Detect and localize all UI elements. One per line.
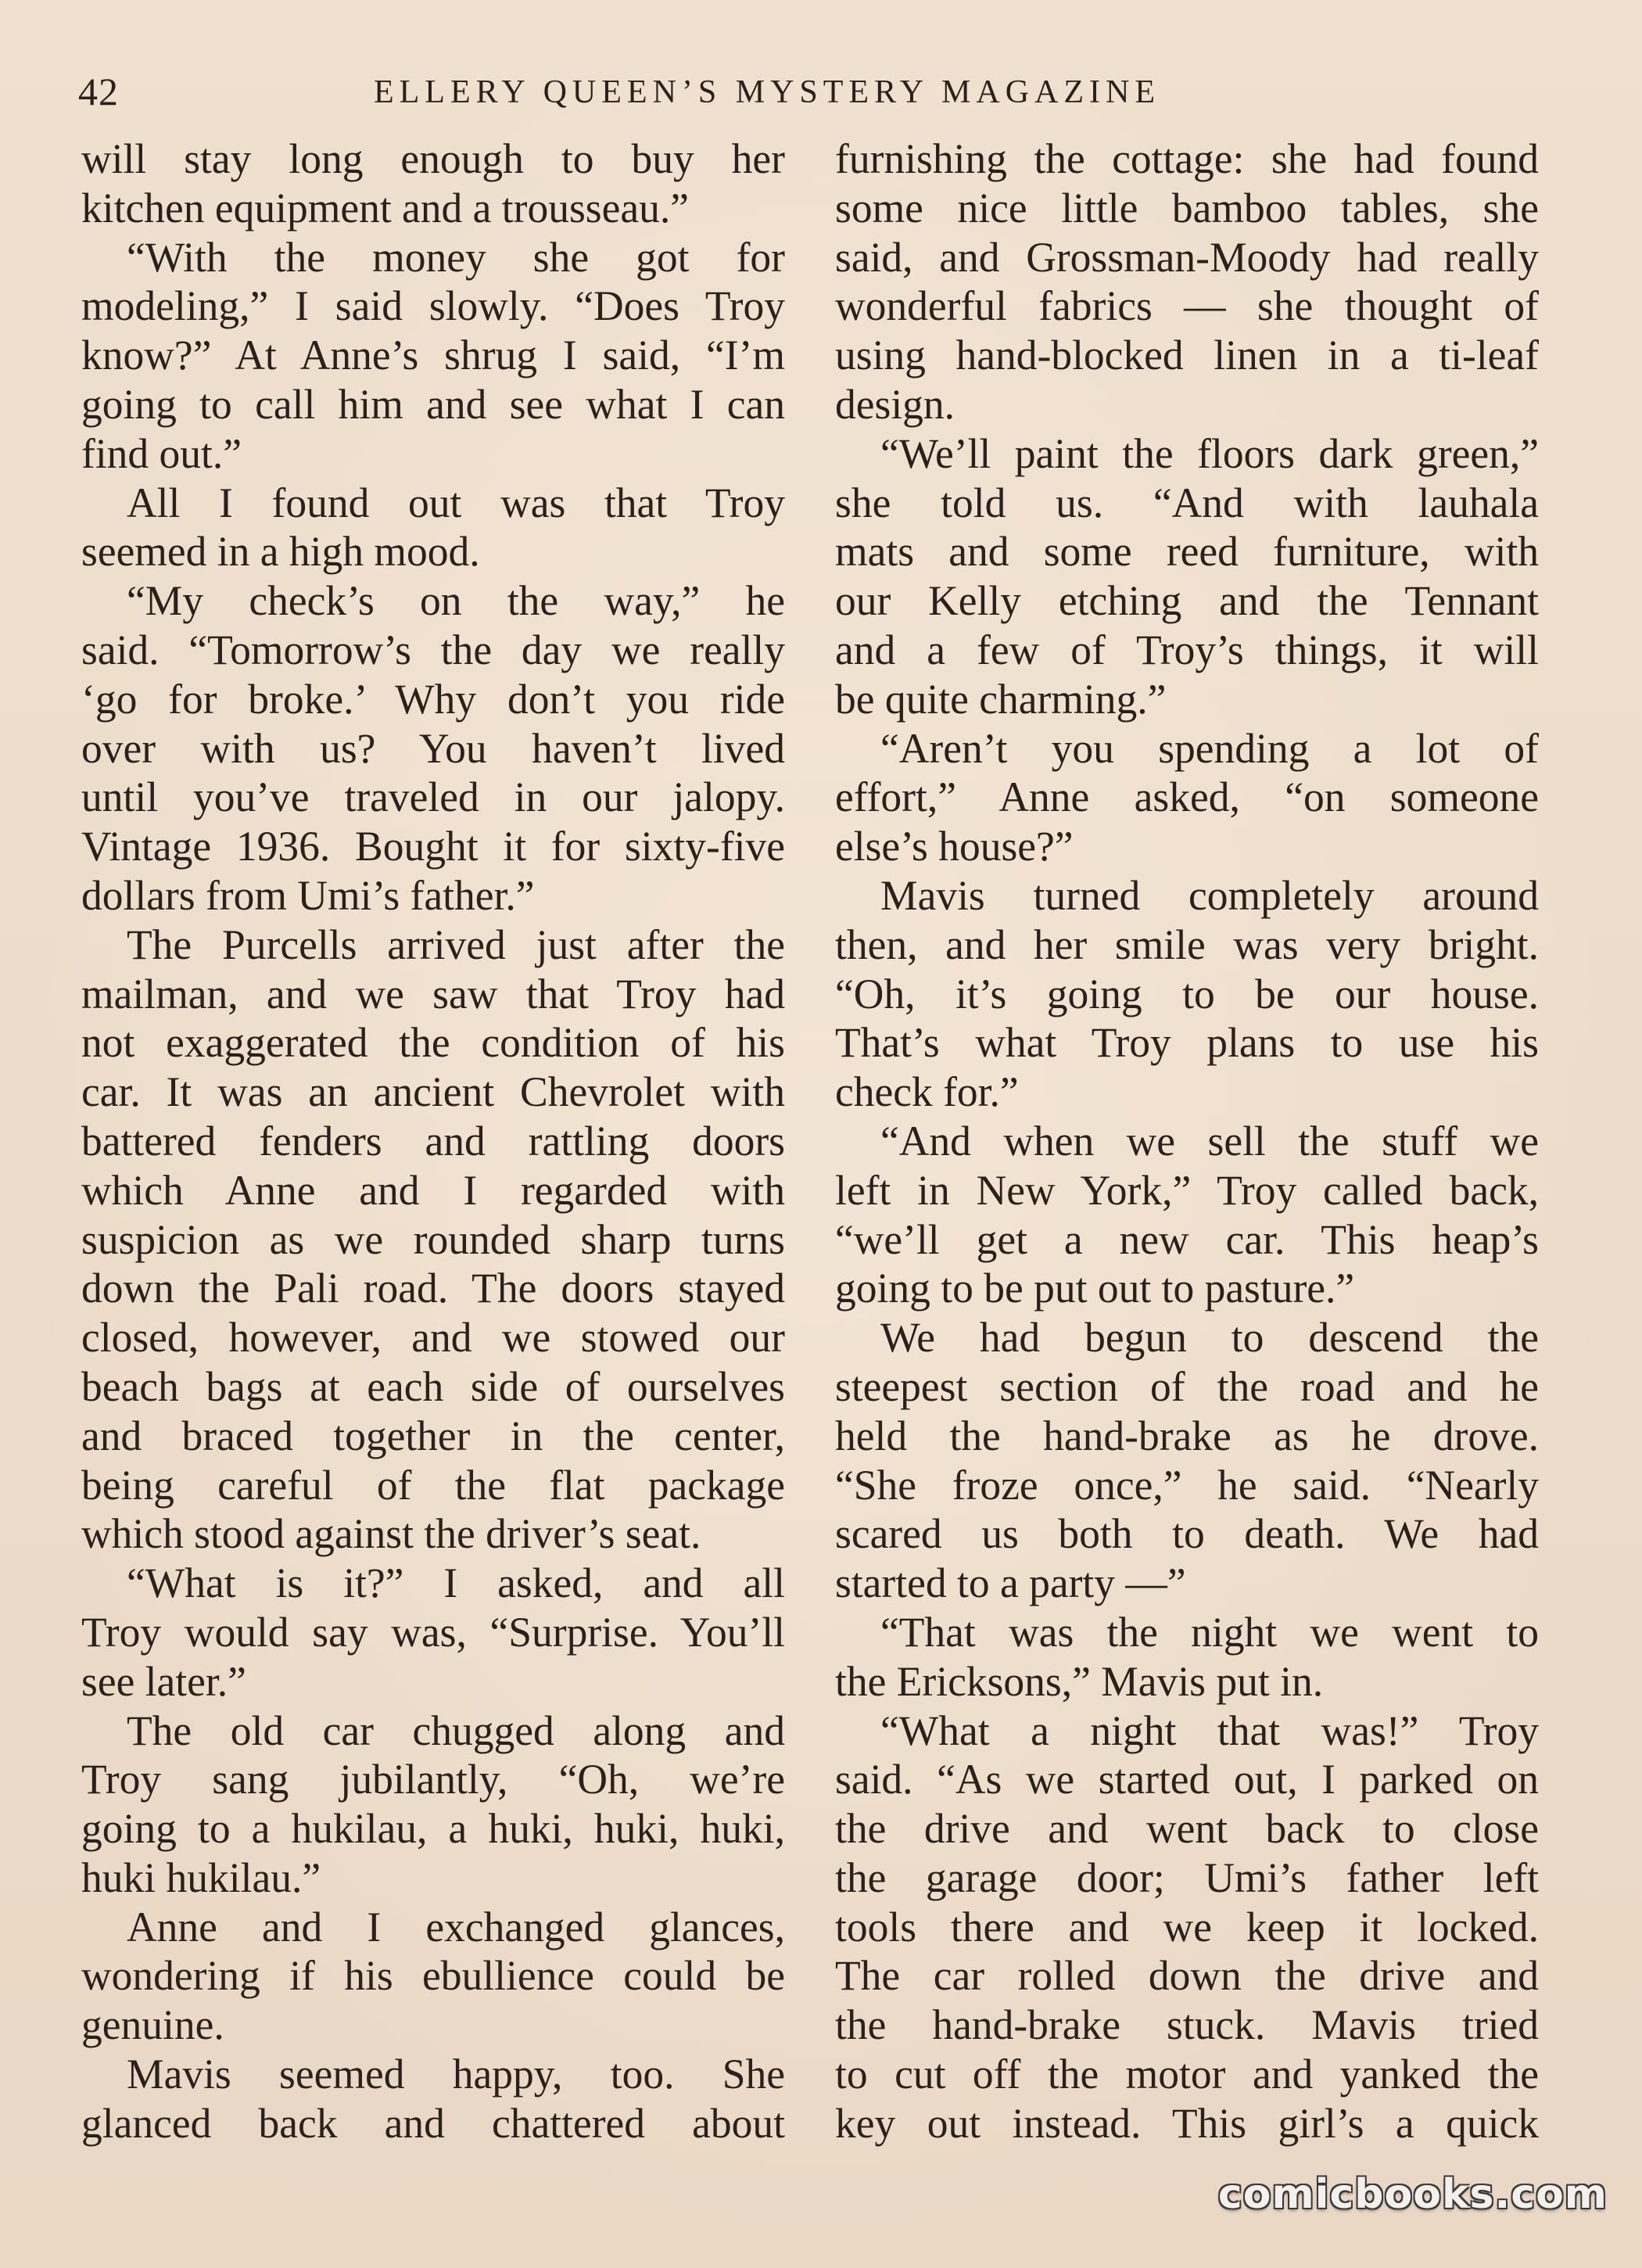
text-line: said. “As we started out, I parked on xyxy=(835,1756,1539,1803)
text-line: All I found out was that Troy xyxy=(127,479,785,526)
text-line: “Oh, it’s going to be our house. xyxy=(835,970,1539,1017)
text-line: furnishing the cottage: she had found xyxy=(835,135,1539,182)
text-line: “What a night that was!” Troy xyxy=(880,1706,1539,1754)
text-line: “We’ll paint the floors dark green,” xyxy=(880,429,1539,477)
text-line: our Kelly etching and the Tennant xyxy=(835,577,1539,625)
text-line: going to a hukilau, a huki, huki, huki, xyxy=(81,1805,785,1853)
text-line: “And when we sell the stuff we xyxy=(880,1117,1539,1165)
text-line: “That was the night we went to xyxy=(880,1608,1539,1656)
text-line: effort,” Anne asked, “on someone xyxy=(835,773,1539,821)
text-line: the Ericksons,” Mavis put in. xyxy=(835,1657,1324,1705)
text-line: down the Pali road. The doors stayed xyxy=(81,1265,785,1312)
text-line: which Anne and I regarded with xyxy=(81,1166,785,1214)
text-line: “we’ll get a new car. This heap’s xyxy=(835,1215,1539,1263)
text-line: The old car chugged along and xyxy=(127,1706,785,1754)
text-line: check for.” xyxy=(835,1068,1019,1116)
text-line: Anne and I exchanged glances, xyxy=(127,1903,785,1950)
text-line: “She froze once,” he said. “Nearly xyxy=(835,1461,1539,1509)
right-text-column xyxy=(835,135,1539,2148)
text-line: the hand-brake stuck. Mavis tried xyxy=(835,2001,1539,2049)
text-line: using hand-blocked linen in a ti-leaf xyxy=(835,332,1539,379)
text-line: “With the money she got for xyxy=(127,233,785,281)
text-line: over with us? You haven’t lived xyxy=(81,724,785,772)
text-line: key out instead. This girl’s a quick xyxy=(835,2099,1539,2147)
text-line: going to be put out to pasture.” xyxy=(835,1265,1355,1312)
text-line: design. xyxy=(835,380,955,428)
text-line: she told us. “And with lauhala xyxy=(835,479,1539,526)
text-line: We had begun to descend the xyxy=(880,1314,1539,1362)
text-line: tools there and we keep it locked. xyxy=(835,1903,1539,1950)
text-line: be quite charming.” xyxy=(835,675,1167,723)
text-line: glanced back and chattered about xyxy=(81,2099,785,2147)
text-line: will stay long enough to buy her xyxy=(81,135,785,182)
text-line: mats and some reed furniture, with xyxy=(835,528,1539,576)
text-line: else’s house?” xyxy=(835,823,1074,870)
text-line: That’s what Troy plans to use his xyxy=(835,1019,1539,1067)
text-line: battered fenders and rattling doors xyxy=(81,1117,785,1165)
text-line: left in New York,” Troy called back, xyxy=(835,1166,1539,1214)
text-line: the drive and went back to close xyxy=(835,1805,1539,1853)
text-line: wonderful fabrics — she thought of xyxy=(835,282,1539,330)
text-line: dollars from Umi’s father.” xyxy=(81,871,535,919)
text-line: Mavis turned completely around xyxy=(880,871,1539,919)
text-line: car. It was an ancient Chevrolet with xyxy=(81,1068,785,1116)
text-line: steepest section of the road and he xyxy=(835,1362,1539,1410)
text-line: until you’ve traveled in our jalopy. xyxy=(81,773,785,821)
text-line: Mavis seemed happy, too. She xyxy=(127,2051,785,2098)
text-line: closed, however, and we stowed our xyxy=(81,1314,785,1362)
text-line: “My check’s on the way,” he xyxy=(127,577,785,625)
page-number: 42 xyxy=(78,70,119,113)
text-line: “Aren’t you spending a lot of xyxy=(880,724,1539,772)
text-line: The car rolled down the drive and xyxy=(835,1952,1539,2000)
text-line: beach bags at each side of ourselves xyxy=(81,1362,785,1410)
text-line: going to call him and see what I can xyxy=(81,380,785,428)
text-line: ‘go for broke.’ Why don’t you ride xyxy=(81,675,785,723)
text-line: mailman, and we saw that Troy had xyxy=(81,970,785,1017)
text-line: and a few of Troy’s things, it will xyxy=(835,626,1539,673)
running-title: ELLERY QUEEN’S MYSTERY MAGAZINE xyxy=(374,74,1161,110)
text-line: kitchen equipment and a trousseau.” xyxy=(81,184,689,231)
left-text-column xyxy=(81,135,785,2148)
text-line: and braced together in the center, xyxy=(81,1412,785,1459)
text-line: see later.” xyxy=(81,1657,246,1705)
text-line: know?” At Anne’s shrug I said, “I’m xyxy=(81,332,785,379)
text-line: Vintage 1936. Bought it for sixty-five xyxy=(81,823,785,870)
page-header xyxy=(78,69,1251,124)
text-line: to cut off the motor and yanked the xyxy=(835,2051,1539,2098)
text-line: seemed in a high mood. xyxy=(81,528,480,576)
text-line: then, and her smile was very bright. xyxy=(835,920,1539,968)
text-line: Troy would say was, “Surprise. You’ll xyxy=(81,1608,785,1656)
text-line: held the hand-brake as he drove. xyxy=(835,1412,1539,1459)
text-line: “What is it?” I asked, and all xyxy=(127,1559,785,1607)
text-line: some nice little bamboo tables, she xyxy=(835,184,1539,231)
text-line: huki hukilau.” xyxy=(81,1854,321,1901)
text-line: modeling,” I said slowly. “Does Troy xyxy=(81,282,785,330)
text-line: suspicion as we rounded sharp turns xyxy=(81,1215,785,1263)
text-line: which stood against the driver’s seat. xyxy=(81,1510,701,1558)
text-line: genuine. xyxy=(81,2001,224,2049)
text-line: being careful of the flat package xyxy=(81,1461,785,1509)
text-line: wondering if his ebullience could be xyxy=(81,1952,785,2000)
text-line: The Purcells arrived just after the xyxy=(127,920,785,968)
text-line: said, and Grossman-Moody had really xyxy=(835,233,1539,281)
text-line: the garage door; Umi’s father left xyxy=(835,1854,1539,1901)
text-line: Troy sang jubilantly, “Oh, we’re xyxy=(81,1756,785,1803)
watermark-logo: comicbooks.com xyxy=(1217,2171,1608,2218)
text-line: not exaggerated the condition of his xyxy=(81,1019,785,1067)
text-line: started to a party —” xyxy=(835,1559,1186,1607)
text-line: scared us both to death. We had xyxy=(835,1510,1539,1558)
text-line: find out.” xyxy=(81,429,242,477)
text-line: said. “Tomorrow’s the day we really xyxy=(81,626,785,673)
